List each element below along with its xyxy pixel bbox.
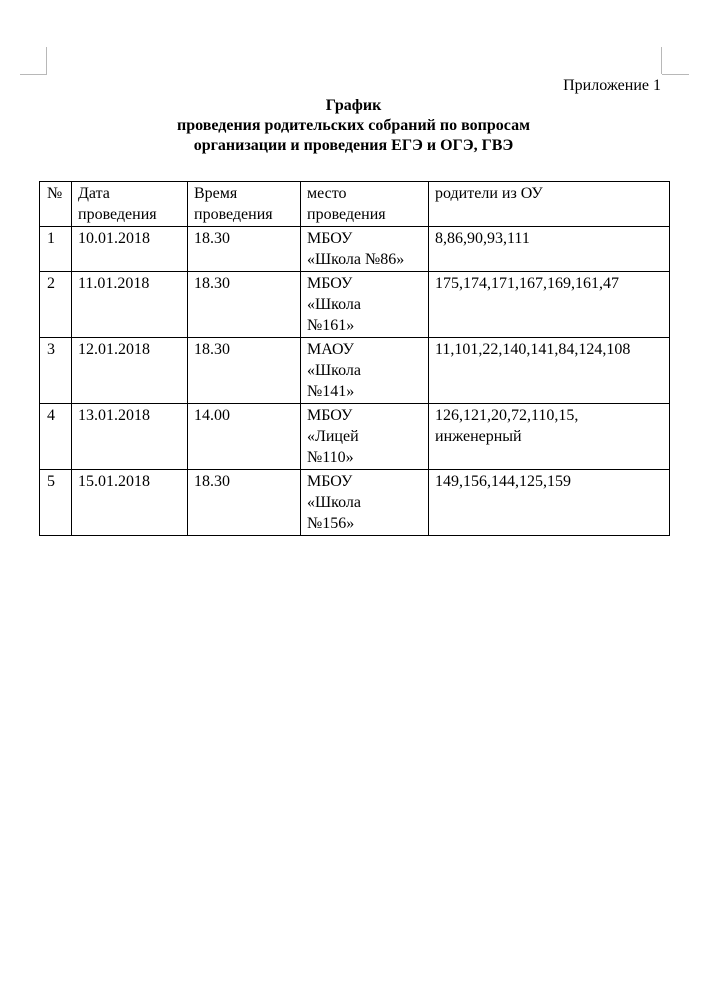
header-time: Время проведения [188, 182, 301, 227]
cell-time: 14.00 [188, 404, 301, 470]
appendix-label: Приложение 1 [563, 77, 661, 94]
header-place: место проведения [301, 182, 429, 227]
cell-parents: 175,174,171,167,169,161,47 [429, 272, 670, 338]
table-row [40, 338, 670, 404]
cell-time: 18.30 [188, 338, 301, 404]
header-parents: родители из ОУ [429, 182, 670, 227]
header-number: № [40, 182, 72, 227]
cell-place: МБОУ «Лицей №110» [301, 404, 429, 470]
cell-parents: 8,86,90,93,111 [429, 227, 670, 272]
crop-mark-top-left-vertical [46, 47, 47, 74]
crop-mark-top-right-vertical [661, 47, 662, 74]
table-row [40, 272, 670, 338]
title-line-1: График [325, 97, 382, 114]
crop-mark-top-right-horizontal [662, 74, 689, 75]
cell-number: 4 [40, 404, 72, 470]
table-header-row [40, 182, 670, 227]
cell-date: 13.01.2018 [72, 404, 188, 470]
cell-time: 18.30 [188, 227, 301, 272]
cell-date: 10.01.2018 [72, 227, 188, 272]
cell-number: 5 [40, 470, 72, 536]
cell-parents: 126,121,20,72,110,15, инженерный [429, 404, 670, 470]
cell-place: МБОУ «Школа №161» [301, 272, 429, 338]
cell-date: 12.01.2018 [72, 338, 188, 404]
meeting-schedule-table [39, 181, 670, 536]
cell-place: МБОУ «Школа №156» [301, 470, 429, 536]
cell-place: МАОУ «Школа №141» [301, 338, 429, 404]
header-date: Дата проведения [72, 182, 188, 227]
crop-mark-top-left-horizontal [20, 74, 47, 75]
cell-date: 15.01.2018 [72, 470, 188, 536]
cell-time: 18.30 [188, 470, 301, 536]
table-row [40, 470, 670, 536]
cell-number: 3 [40, 338, 72, 404]
cell-number: 2 [40, 272, 72, 338]
table-row [40, 404, 670, 470]
cell-time: 18.30 [188, 272, 301, 338]
document-title [0, 96, 711, 156]
title-line-3: организации и проведения ЕГЭ и ОГЭ, ГВЭ [193, 137, 514, 154]
cell-number: 1 [40, 227, 72, 272]
cell-parents: 149,156,144,125,159 [429, 470, 670, 536]
cell-date: 11.01.2018 [72, 272, 188, 338]
title-line-2: проведения родительских собраний по вопросам [177, 117, 530, 134]
table-row [40, 227, 670, 272]
cell-parents: 11,101,22,140,141,84,124,108 [429, 338, 670, 404]
cell-place: МБОУ «Школа №86» [301, 227, 429, 272]
